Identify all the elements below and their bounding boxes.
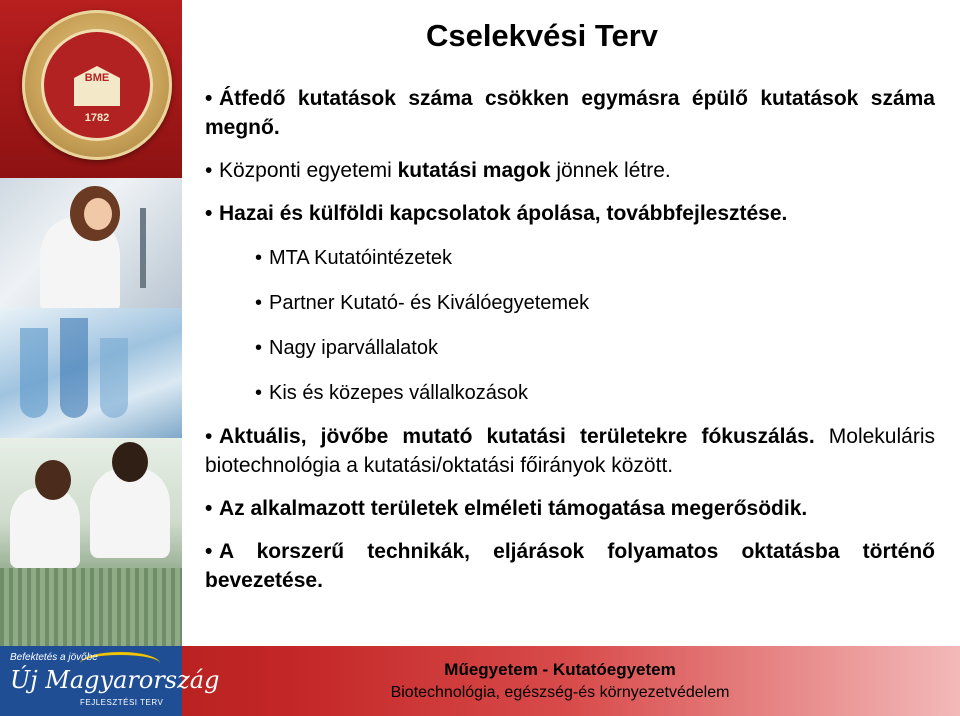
bullet-icon: • bbox=[205, 540, 213, 563]
logo-title: Új Magyarország bbox=[10, 666, 220, 694]
left-photo-column bbox=[0, 0, 182, 716]
bullet-icon: • bbox=[255, 292, 263, 314]
bullet-icon: • bbox=[205, 497, 213, 520]
test-tube-icon bbox=[20, 328, 48, 418]
test-tube-icon bbox=[60, 318, 88, 418]
seal-background bbox=[0, 0, 182, 178]
footer-text bbox=[300, 660, 820, 702]
footer-subtitle: Biotechnológia, egészség-és környezetvédelem bbox=[390, 684, 730, 701]
bullet-icon: • bbox=[205, 159, 213, 182]
footer-title: Műegyetem - Kutatóegyetem bbox=[444, 660, 676, 679]
logo-tagline: Befektetés a jövőbe bbox=[10, 652, 98, 663]
logo-subtitle: FEJLESZTÉSI TERV bbox=[80, 698, 164, 707]
researcher-figure bbox=[10, 488, 80, 568]
lab-photo bbox=[0, 178, 182, 308]
pipette-icon bbox=[140, 208, 146, 288]
sub-list-item: • Kis és közepes vállalkozások bbox=[205, 379, 935, 408]
researcher-face bbox=[84, 198, 112, 230]
sub-list-item: • Nagy iparvállalatok bbox=[205, 334, 935, 363]
footer-banner bbox=[0, 646, 960, 716]
sub-list-item: • MTA Kutatóintézetek bbox=[205, 244, 935, 273]
field-research-photo bbox=[0, 438, 182, 646]
bullet-icon: • bbox=[205, 202, 213, 225]
researcher-hair bbox=[112, 442, 148, 482]
list-item: • Aktuális, jövőbe mutató kutatási területekre fókuszálás. Molekuláris biotechnológia a kutatási/oktatási főirányok között. bbox=[205, 422, 935, 480]
bullet-icon: • bbox=[205, 425, 213, 448]
bullet-icon: • bbox=[255, 247, 263, 269]
seal-year: 1782 bbox=[84, 112, 110, 124]
list-item: • Hazai és külföldi kapcsolatok ápolása, továbbfejlesztése. bbox=[205, 199, 935, 228]
list-item: • Átfedő kutatások száma csökken egymásra épülő kutatások száma megnő. bbox=[205, 84, 935, 142]
sub-list-item: • Partner Kutató- és Kiválóegyetemek bbox=[205, 289, 935, 318]
bullet-icon: • bbox=[255, 337, 263, 359]
slide-title: Cselekvési Terv bbox=[425, 18, 659, 53]
uj-magyarorszag-logo bbox=[0, 646, 220, 716]
list-item: • A korszerű technikák, eljárások folyamatos oktatásba történő bevezetése. bbox=[205, 537, 935, 595]
list-item: • Központi egyetemi kutatási magok jönnek létre. bbox=[205, 156, 935, 185]
bullet-list bbox=[205, 84, 935, 595]
seal-inner-shield bbox=[44, 32, 150, 138]
list-item: • Az alkalmazott területek elméleti támogatása megerősödik. bbox=[205, 494, 935, 523]
plants-icon bbox=[0, 568, 182, 646]
bullet-icon: • bbox=[205, 87, 213, 110]
seal-text: BME bbox=[84, 72, 110, 84]
test-tube-icon bbox=[100, 338, 128, 418]
test-tubes-photo bbox=[0, 308, 182, 438]
university-seal-icon bbox=[22, 10, 172, 160]
bullet-icon: • bbox=[255, 382, 263, 404]
researcher-hair bbox=[35, 460, 71, 500]
